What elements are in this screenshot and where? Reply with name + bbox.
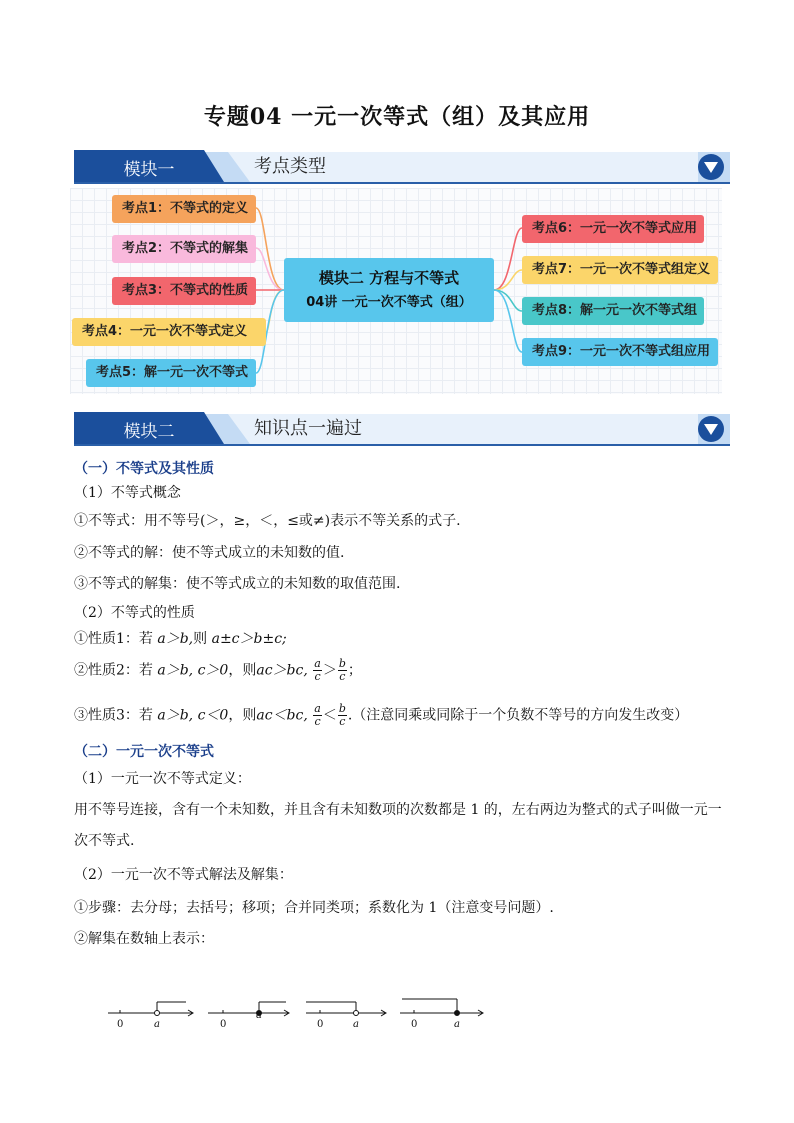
mindmap-node: 考点7：一元一次不等式组定义 bbox=[522, 256, 718, 284]
zero-label: 0 bbox=[411, 1019, 418, 1030]
section1-heading: （一）不等式及其性质 bbox=[74, 461, 214, 477]
connector bbox=[256, 248, 284, 290]
prop-label: ②性质2：若 bbox=[74, 662, 153, 679]
mindmap-center-sub: 04讲 一元一次不等式（组） bbox=[306, 295, 472, 310]
mindmap-node: 考点9：一元一次不等式组应用 bbox=[522, 338, 718, 366]
zero-label: 0 bbox=[117, 1019, 124, 1030]
fraction: $\frac{a}{c}$ bbox=[314, 657, 321, 683]
section2-sub2: （2）一元一次不等式解法及解集： bbox=[74, 867, 293, 883]
fraction: $\frac{a}{c}$ bbox=[314, 702, 321, 728]
property-3 bbox=[74, 703, 688, 728]
chevron-down-icon bbox=[698, 416, 724, 442]
prop-result: a±c＞b±c; bbox=[211, 631, 287, 647]
module1-banner bbox=[74, 150, 730, 184]
page-title: 专题04 一元一次等式（组）及其应用 bbox=[203, 104, 591, 130]
a-label: a bbox=[353, 1019, 359, 1030]
a-label: a bbox=[154, 1019, 160, 1030]
mindmap-center-title: 模块二 方程与不等式 bbox=[318, 269, 460, 287]
mindmap-center bbox=[284, 258, 494, 322]
mindmap-node: 考点6：一元一次不等式应用 bbox=[522, 215, 704, 243]
module2-banner bbox=[74, 412, 730, 446]
prop-label: ①性质1：若 bbox=[74, 631, 153, 647]
lt-sign: ＜ bbox=[322, 707, 337, 724]
section1-sub2: （2）不等式的性质 bbox=[74, 605, 195, 621]
mindmap-node: 考点3：不等式的性质 bbox=[112, 277, 256, 305]
module1-tab: 模块一 bbox=[123, 160, 175, 180]
zero-label: 0 bbox=[220, 1019, 227, 1030]
module1-label: 考点类型 bbox=[254, 156, 326, 177]
prop-then: ，则 bbox=[228, 662, 257, 679]
property-2 bbox=[74, 658, 362, 683]
prop-tail: .（注意同乘或同除于一个负数不等号的方向发生改变） bbox=[347, 707, 689, 724]
module2-tab: 模块二 bbox=[123, 422, 175, 442]
chevron-down-icon bbox=[698, 154, 724, 180]
mindmap-node: 考点5：解一元一次不等式 bbox=[86, 359, 256, 387]
section1-p1: ①不等式：用不等号(＞，≥，＜，≤或≠)表示不等关系的式子. bbox=[74, 513, 461, 529]
mindmap-node: 考点2：不等式的解集 bbox=[112, 235, 256, 263]
number-line-2 bbox=[208, 1002, 289, 1016]
prop-condition: a＞b, c＜0 bbox=[157, 707, 229, 724]
connector bbox=[494, 228, 522, 290]
connector bbox=[494, 290, 522, 352]
section1-sub1: （1）不等式概念 bbox=[74, 485, 181, 501]
module2-label: 知识点一遍过 bbox=[254, 418, 362, 439]
section2-p1b: 次不等式. bbox=[74, 833, 135, 849]
number-line-figures bbox=[100, 985, 500, 1030]
section2-p3: ②解集在数轴上表示： bbox=[74, 931, 214, 947]
section1-p2: ②不等式的解：使不等式成立的未知数的值. bbox=[74, 545, 345, 561]
section2-p2: ①步骤：去分母；去括号；移项；合并同类项；系数化为 1（注意变号问题）. bbox=[74, 900, 554, 916]
property-1 bbox=[74, 628, 287, 648]
prop-tail: ； bbox=[347, 662, 362, 679]
a-label: a bbox=[454, 1019, 460, 1030]
number-line-4 bbox=[400, 999, 483, 1016]
prop-condition: a＞b, bbox=[157, 631, 194, 647]
gt-sign: ＞ bbox=[322, 662, 337, 679]
prop-then: ，则 bbox=[228, 707, 257, 724]
section2-p1a: 用不等号连接，含有一个未知数，并且含有未知数项的次数都是 1 的，左右两边为整式的式子叫做一元一 bbox=[74, 802, 722, 818]
zero-label: 0 bbox=[317, 1019, 324, 1030]
fraction: $\frac{b}{c}$ bbox=[338, 702, 346, 728]
number-line-1 bbox=[108, 1002, 193, 1016]
prop-condition: a＞b, c＞0 bbox=[157, 662, 229, 679]
prop-then: 则 bbox=[193, 631, 208, 647]
mindmap-node: 考点8：解一元一次不等式组 bbox=[522, 297, 704, 325]
prop-result: ac＜bc, bbox=[256, 707, 308, 724]
section1-p3: ③不等式的解集：使不等式成立的未知数的取值范围. bbox=[74, 576, 401, 592]
mindmap-node: 考点1：不等式的定义 bbox=[112, 195, 256, 223]
mindmap bbox=[70, 188, 722, 394]
section2-sub1: （1）一元一次不等式定义： bbox=[74, 771, 251, 787]
prop-label: ③性质3：若 bbox=[74, 707, 153, 724]
section2-heading: （二）一元一次不等式 bbox=[74, 744, 214, 760]
fraction: $\frac{b}{c}$ bbox=[338, 657, 346, 683]
a-label: a bbox=[256, 1010, 262, 1021]
prop-result: ac＞bc, bbox=[256, 662, 308, 679]
mindmap-node: 考点4：一元一次不等式定义 bbox=[72, 318, 266, 346]
number-line-3 bbox=[306, 1002, 386, 1016]
